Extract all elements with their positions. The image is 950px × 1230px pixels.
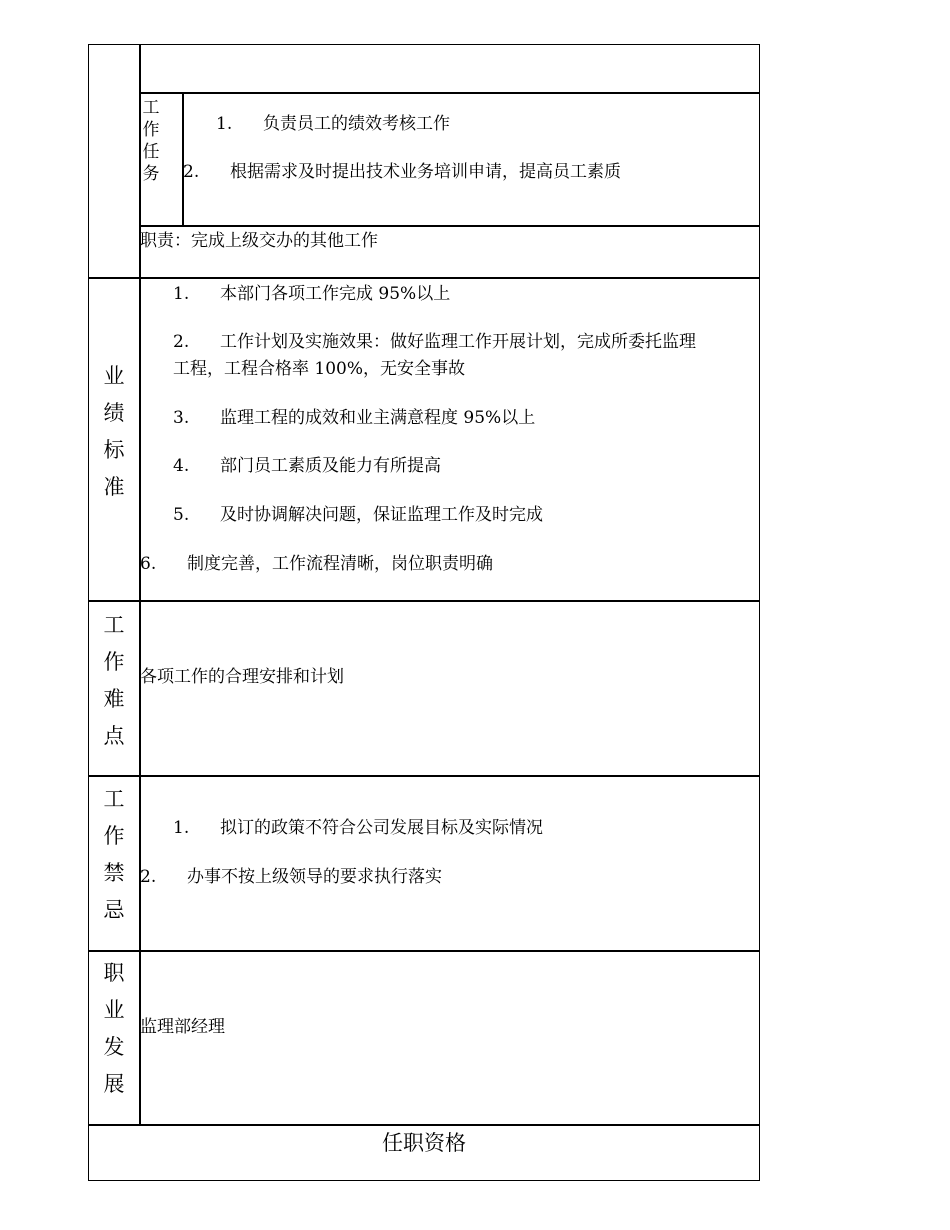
label-char: 业 — [103, 364, 125, 388]
label-char: 工 — [103, 787, 125, 811]
task-label-char: 任 — [142, 142, 160, 162]
item-number: 2. — [140, 867, 157, 887]
item-number: 6. — [140, 554, 157, 574]
performance-item — [140, 553, 493, 575]
performance-item — [173, 504, 543, 526]
prohibition-item — [173, 817, 543, 839]
label-char: 难 — [103, 687, 125, 711]
performance-label — [89, 358, 139, 506]
label-char: 忌 — [103, 898, 125, 922]
label-char: 发 — [103, 1035, 125, 1059]
job-description-table — [88, 44, 760, 1181]
label-char: 准 — [103, 475, 125, 499]
item-text: 本部门各项工作完成 95%以上 — [220, 284, 451, 304]
performance-item — [173, 283, 450, 305]
difficulty-text: 各项工作的合理安排和计划 — [140, 667, 344, 687]
task-item — [183, 161, 621, 183]
task-text: 根据需求及时提出技术业务培训申请，提高员工素质 — [230, 162, 621, 182]
item-text: 工作计划及实施效果：做好监理工作开展计划，完成所委托监理 — [220, 332, 696, 352]
career-label — [89, 955, 139, 1103]
item-number: 1. — [173, 818, 190, 838]
other-duty: 职责：完成上级交办的其他工作 — [140, 231, 378, 251]
performance-item-continued: 工程，工程合格率 100%，无安全事故 — [173, 359, 466, 379]
row-divider — [89, 600, 760, 602]
label-char: 业 — [103, 998, 125, 1022]
label-char: 作 — [103, 824, 125, 848]
label-char: 职 — [103, 961, 125, 985]
item-number: 4. — [173, 456, 190, 476]
item-text: 制度完善，工作流程清晰，岗位职责明确 — [187, 554, 493, 574]
career-text: 监理部经理 — [140, 1017, 225, 1037]
label-char: 禁 — [103, 861, 125, 885]
task-label-char: 务 — [142, 164, 160, 184]
item-number: 2. — [173, 332, 190, 352]
difficulty-label — [89, 607, 139, 755]
row-divider — [89, 950, 760, 952]
label-char: 作 — [103, 650, 125, 674]
label-column-divider — [139, 45, 141, 1124]
item-text: 及时协调解决问题，保证监理工作及时完成 — [220, 505, 543, 525]
item-number: 1. — [173, 284, 190, 304]
row-divider — [89, 277, 760, 279]
task-label-divider — [182, 92, 184, 226]
item-text: 办事不按上级领导的要求执行落实 — [187, 867, 442, 887]
item-text: 部门员工素质及能力有所提高 — [220, 456, 441, 476]
item-text: 监理工程的成效和业主满意程度 95%以上 — [220, 408, 536, 428]
task-text: 负责员工的绩效考核工作 — [263, 114, 450, 134]
performance-item — [173, 331, 696, 353]
task-label — [141, 97, 161, 185]
performance-item — [173, 455, 441, 477]
label-char: 绩 — [103, 401, 125, 425]
prohibition-item — [140, 866, 442, 888]
label-char: 标 — [103, 438, 125, 462]
row-divider — [139, 92, 760, 94]
task-label-char: 工 — [142, 98, 160, 118]
item-number: 5. — [173, 505, 190, 525]
performance-item — [173, 407, 535, 429]
prohibitions-label — [89, 781, 139, 929]
task-number: 2. — [183, 162, 200, 182]
task-number: 1. — [216, 114, 233, 134]
label-char: 工 — [103, 613, 125, 637]
item-text: 拟订的政策不符合公司发展目标及实际情况 — [220, 818, 543, 838]
label-char: 展 — [103, 1072, 125, 1096]
task-item — [216, 113, 450, 135]
row-divider — [89, 775, 760, 777]
label-char: 点 — [103, 724, 125, 748]
item-number: 3. — [173, 408, 190, 428]
row-divider — [139, 225, 760, 227]
task-label-char: 作 — [142, 120, 160, 140]
qualifications-heading: 任职资格 — [382, 1131, 466, 1155]
